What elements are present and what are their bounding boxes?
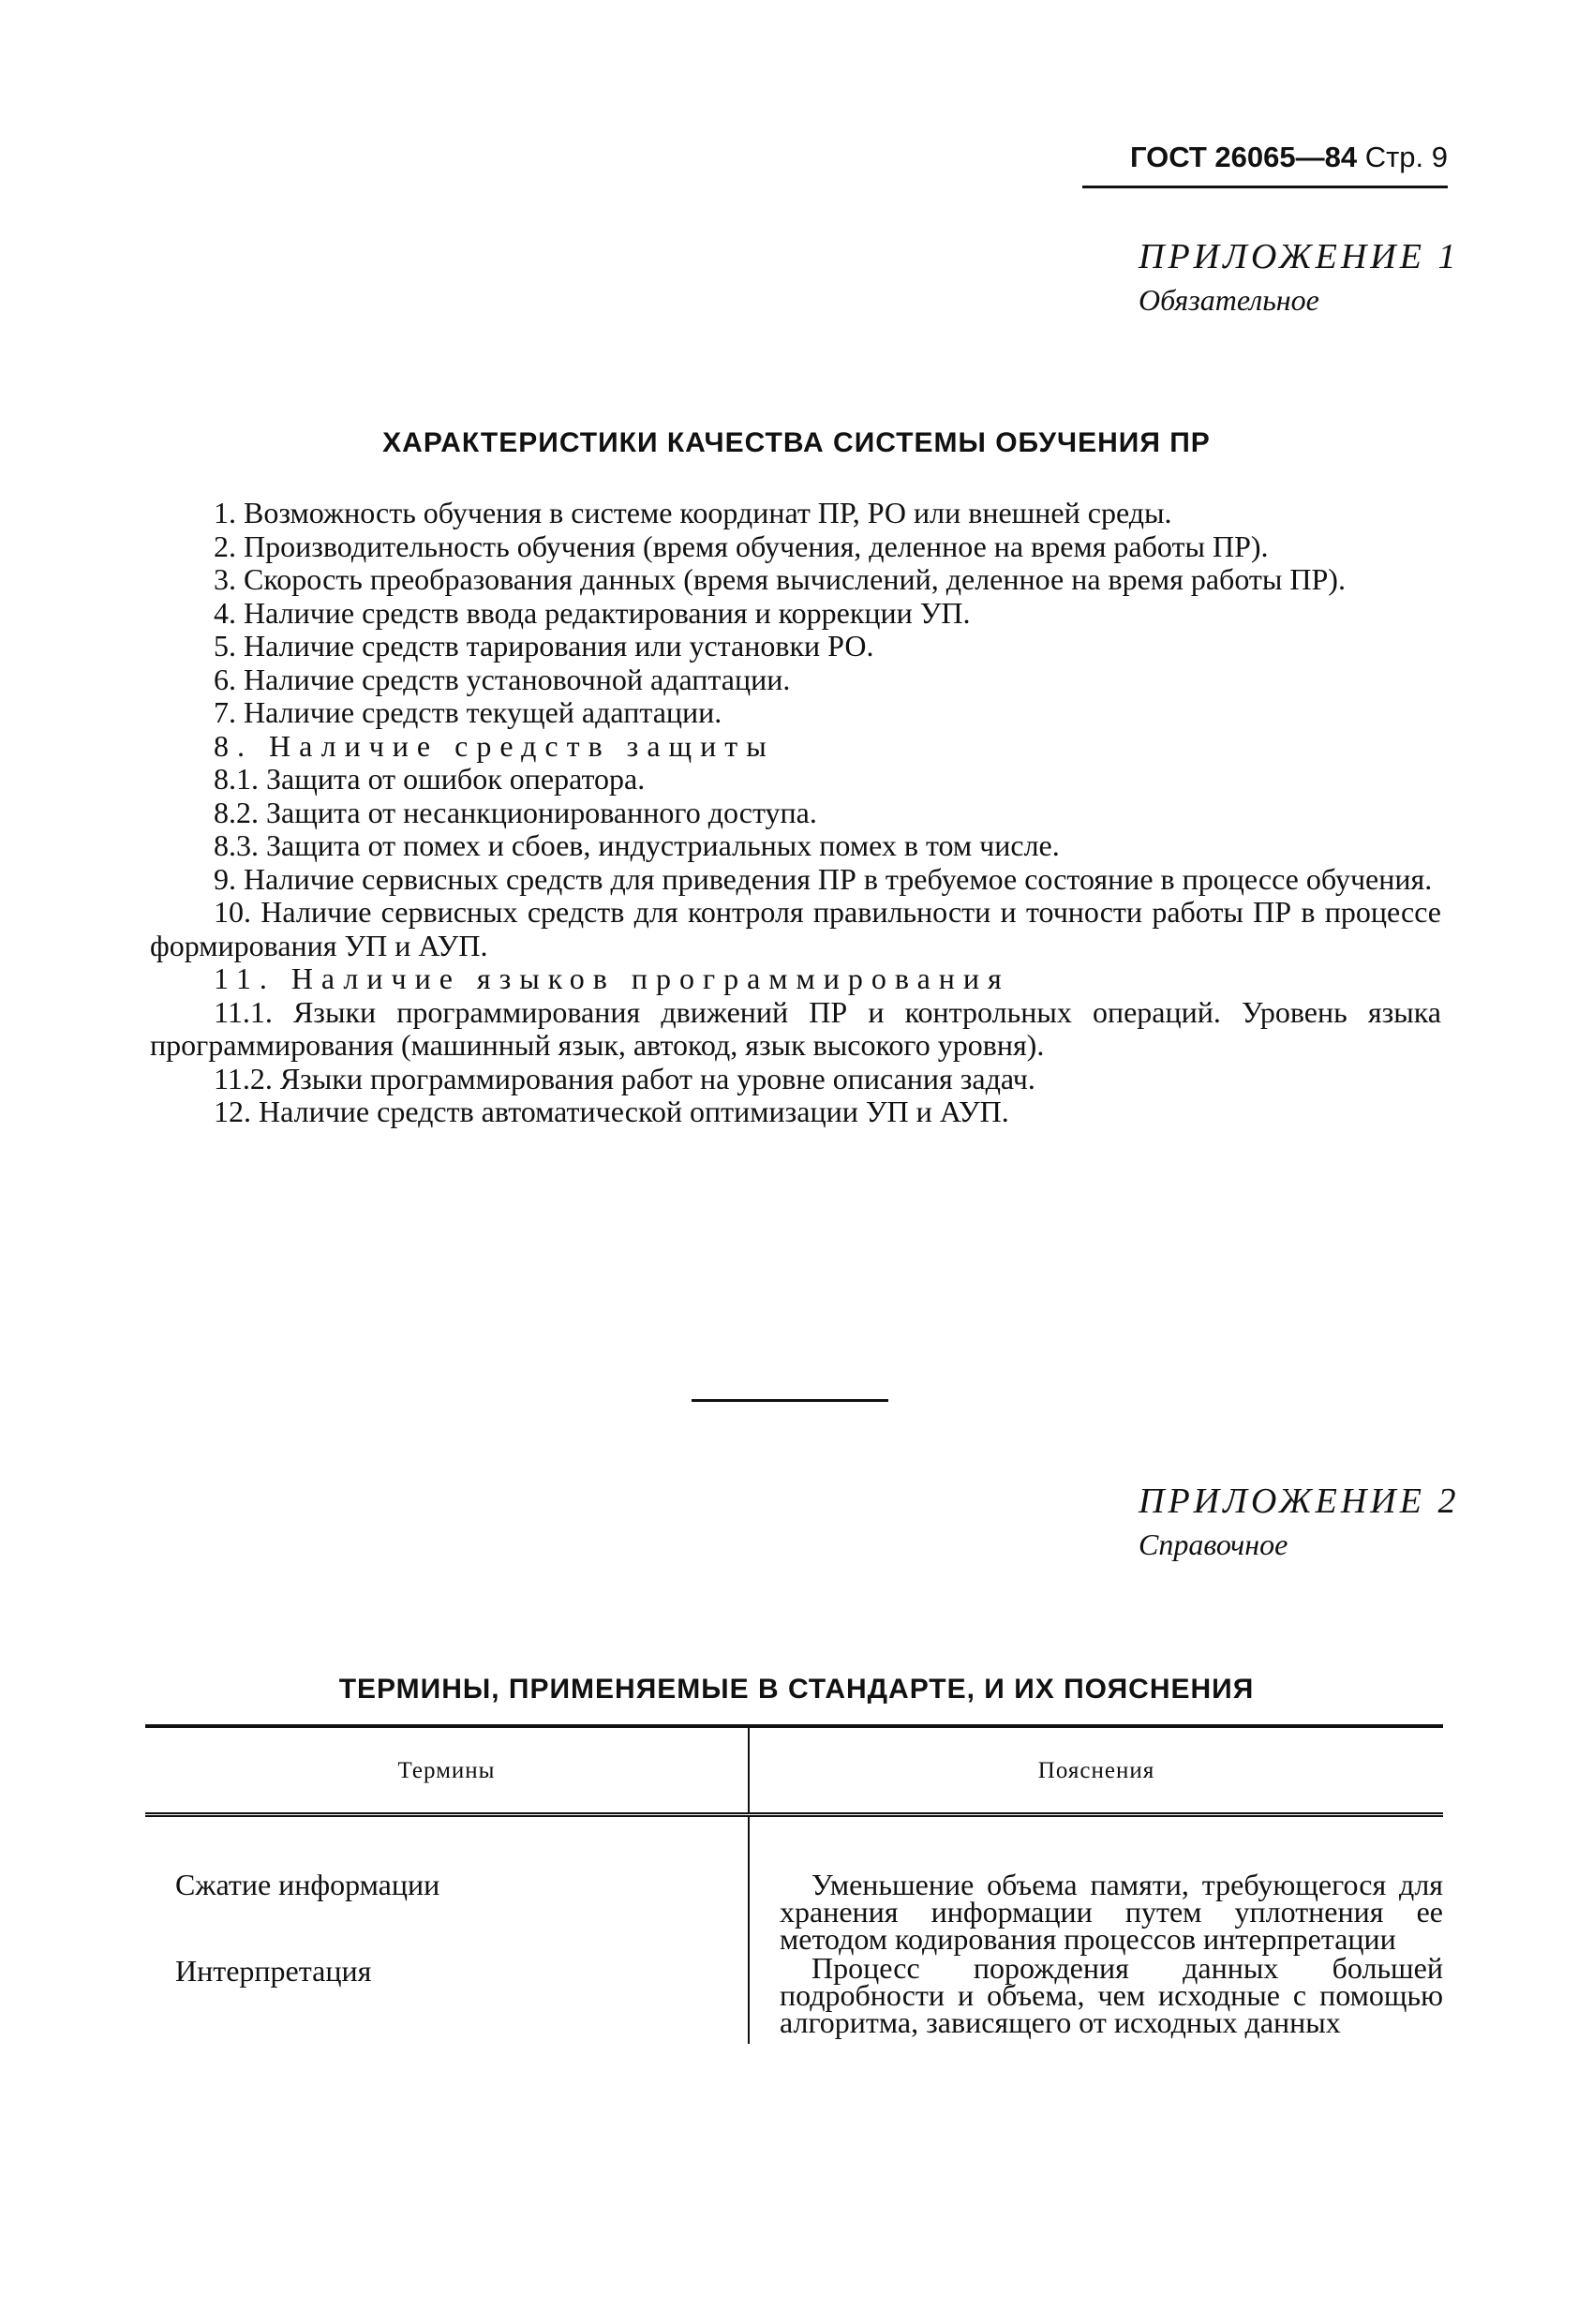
appendix-1-title: ПРИЛОЖЕНИЕ 1 xyxy=(1139,237,1460,276)
column-header-terms: Термины xyxy=(145,1726,749,1815)
list-item: 6. Наличие средств установочной адаптации. xyxy=(214,662,791,696)
list-item: 3. Скорость преобразования данных (время вычислений, деленное на время работы ПР). xyxy=(214,562,1346,596)
list-item: 12. Наличие средств автоматической оптимизации УП и АУП. xyxy=(214,1095,1009,1128)
appendix-2-label xyxy=(1139,1481,1459,1562)
appendix-2-heading: ТЕРМИНЫ, ПРИМЕНЯЕМЫЕ В СТАНДАРТЕ, И ИХ ПОЯСНЕНИЯ xyxy=(338,1674,1255,1705)
page-number: Стр. 9 xyxy=(1364,141,1448,173)
standard-number: ГОСТ 26065—84 xyxy=(1129,141,1358,173)
list-item: 8.3. Защита от помех и сбоев, индустриальных помех в том числе. xyxy=(214,828,1060,862)
table-row xyxy=(145,1815,1443,1955)
list-item: 8.1. Защита от ошибок оператора. xyxy=(214,762,646,796)
term-cell: Сжатие информации xyxy=(145,1815,749,1955)
terms-table xyxy=(145,1724,1443,2044)
list-item: 11. Наличие языков программирования xyxy=(214,961,1010,995)
explanation-cell xyxy=(749,1815,1443,1955)
explanation-text: Уменьшение объема памяти, требующегося для хранения информации путем уплотнения ее методом кодирования процессов интерпретации xyxy=(780,1868,1443,1956)
column-header-explanations: Пояснения xyxy=(749,1726,1443,1815)
list-item: 4. Наличие средств ввода редактирования и коррекции УП. xyxy=(214,595,971,630)
list-item: 2. Производительность обучения (время обучения, деленное на время работы ПР). xyxy=(214,529,1269,563)
explanation-text: Процесс порождения данных большей подробности и объема, чем исходные с помощью алгоритма, зависящего от исходных данных xyxy=(780,1951,1443,2039)
list-item: 5. Наличие средств тарирования или установки РО. xyxy=(214,629,874,663)
appendix-2-subtitle: Справочное xyxy=(1139,1527,1288,1561)
list-item: 9. Наличие сервисных средств для приведения ПР в требуемое состояние в процессе обучения. xyxy=(214,861,1433,896)
table-header-row xyxy=(145,1726,1443,1815)
explanation-cell xyxy=(749,1951,1443,2044)
appendix-1-heading: ХАРАКТЕРИСТИКИ КАЧЕСТВА СИСТЕМЫ ОБУЧЕНИЯ ПР xyxy=(382,427,1211,458)
section-divider xyxy=(692,1399,888,1402)
table-row xyxy=(145,1954,1443,2044)
list-item: 11.2. Языки программирования работ на уровне описания задач. xyxy=(214,1061,1035,1095)
quality-characteristics-list xyxy=(150,497,1441,1129)
list-item: 7. Наличие средств текущей адаптации. xyxy=(214,695,722,729)
appendix-1-subtitle: Обязательное xyxy=(1139,283,1319,317)
list-item: 11.1. Языки программирования движений ПР и контрольных операций. Уровень языка программирования (машинный язык, автокод, язык высокого уровня). xyxy=(150,994,1441,1062)
appendix-2-title: ПРИЛОЖЕНИЕ 2 xyxy=(1139,1482,1460,1521)
list-item: 8. Наличие средств защиты xyxy=(214,728,775,763)
appendix-1-label xyxy=(1139,236,1459,318)
page-header xyxy=(1082,141,1448,188)
list-item: 8.2. Защита от несанкционированного доступа. xyxy=(214,795,817,829)
list-item: 1. Возможность обучения в системе координат ПР, РО или внешней среды. xyxy=(214,496,1172,529)
term-cell: Интерпретация xyxy=(145,1954,749,2044)
list-item: 10. Наличие сервисных средств для контроля правильности и точности работы ПР в процессе формирования УП и АУП. xyxy=(150,895,1441,962)
